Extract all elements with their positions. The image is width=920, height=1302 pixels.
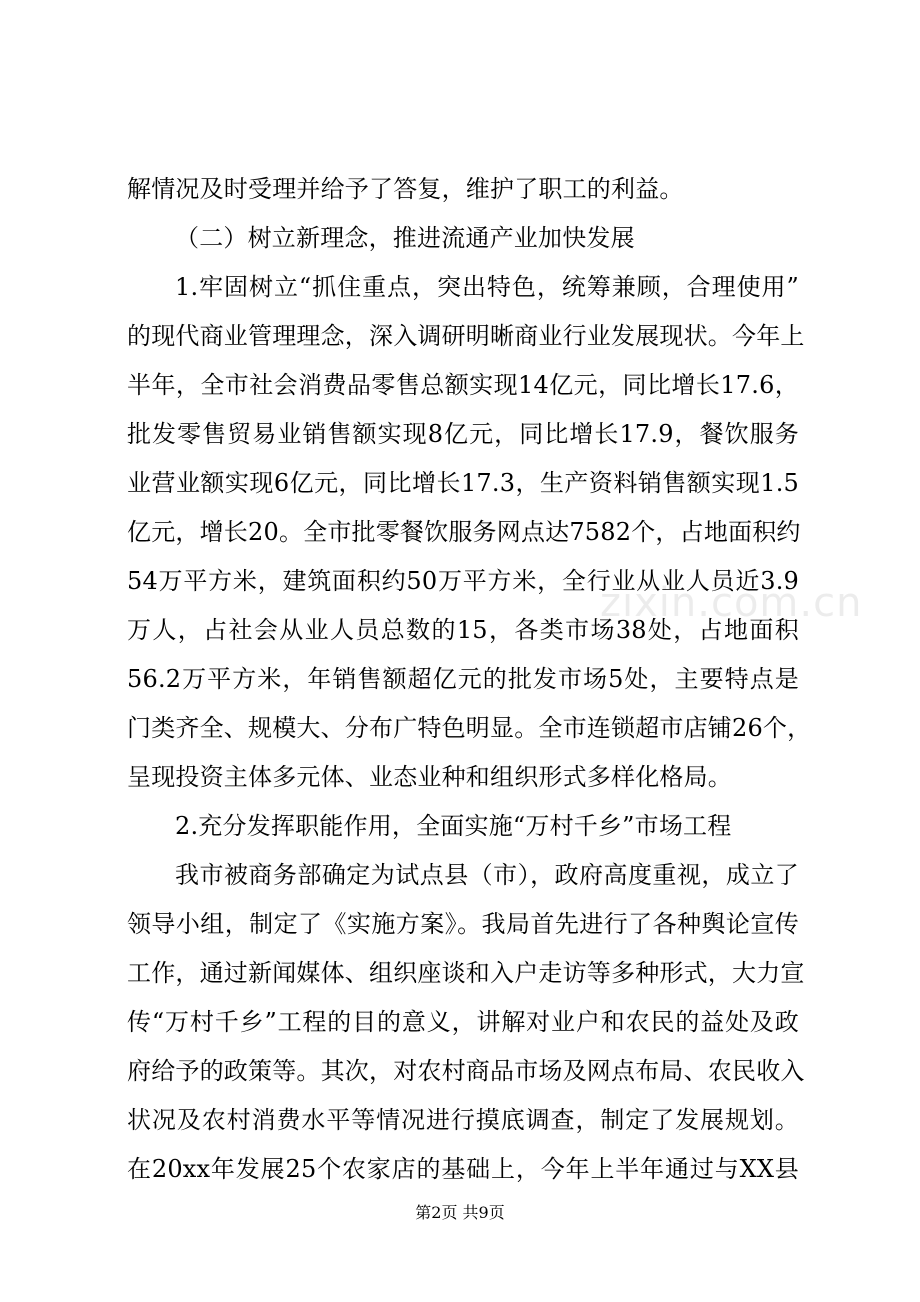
body-line: 的现代商业管理理念，深入调研明晰商业行业发展现状。今年上 xyxy=(127,322,805,350)
body-line: 在20xx年发展25个农家店的基础上，今年上半年通过与XX县 xyxy=(127,1155,799,1183)
page-number-footer: 第2页 共9页 xyxy=(415,1203,505,1222)
watermark-text: zixin.com.cn xyxy=(600,580,863,626)
body-line: 半年，全市社会消费品零售总额实现14亿元，同比增长17.6， xyxy=(127,371,799,399)
body-line: 门类齐全、规模大、分布广特色明显。全市连锁超市店铺26个， xyxy=(127,714,812,742)
body-line: 呈现投资主体多元体、业态业种和组织形式多样化格局。 xyxy=(127,763,732,791)
body-line: 府给予的政策等。其次，对农村商品市场及网点布局、农民收入 xyxy=(127,1057,805,1085)
numbered-item-2: 2.充分发挥职能作用，全面实施“万村千乡”市场工程 xyxy=(175,812,732,840)
body-line: 解情况及时受理并给予了答复，维护了职工的利益。 xyxy=(127,175,684,203)
body-line: 状况及农村消费水平等情况进行摸底调查，制定了发展规划。 xyxy=(127,1106,799,1134)
body-line: 批发零售贸易业销售额实现8亿元，同比增长17.9，餐饮服务 xyxy=(127,420,799,448)
body-line: 万人，占社会从业人员总数的15，各类市场38处，占地面积 xyxy=(127,616,799,644)
body-line: 业营业额实现6亿元，同比增长17.3，生产资料销售额实现1.5 xyxy=(127,469,799,497)
numbered-item-1: 1.牢固树立“抓住重点，突出特色，统筹兼顾，合理使用” xyxy=(175,273,799,301)
body-line: 领导小组，制定了《实施方案》。我局首先进行了各种舆论宣传 xyxy=(127,910,799,938)
body-line: 亿元，增长20。全市批零餐饮服务网点达7582个，占地面积约 xyxy=(127,518,801,546)
body-line: 54万平方米，建筑面积约50万平方米，全行业从业人员近3.9 xyxy=(127,567,799,595)
body-line: 工作，通过新闻媒体、组织座谈和入户走访等多种形式，大力宣 xyxy=(127,959,805,987)
section-heading: （二）树立新理念，推进流通产业加快发展 xyxy=(175,224,635,252)
body-line: 传“万村千乡”工程的目的意义，讲解对业户和农民的益处及政 xyxy=(127,1008,799,1036)
paragraph-first-line: 我市被商务部确定为试点县（市），政府高度重视，成立了 xyxy=(175,861,799,889)
body-line: 56.2万平方米，年销售额超亿元的批发市场5处，主要特点是 xyxy=(127,665,799,693)
